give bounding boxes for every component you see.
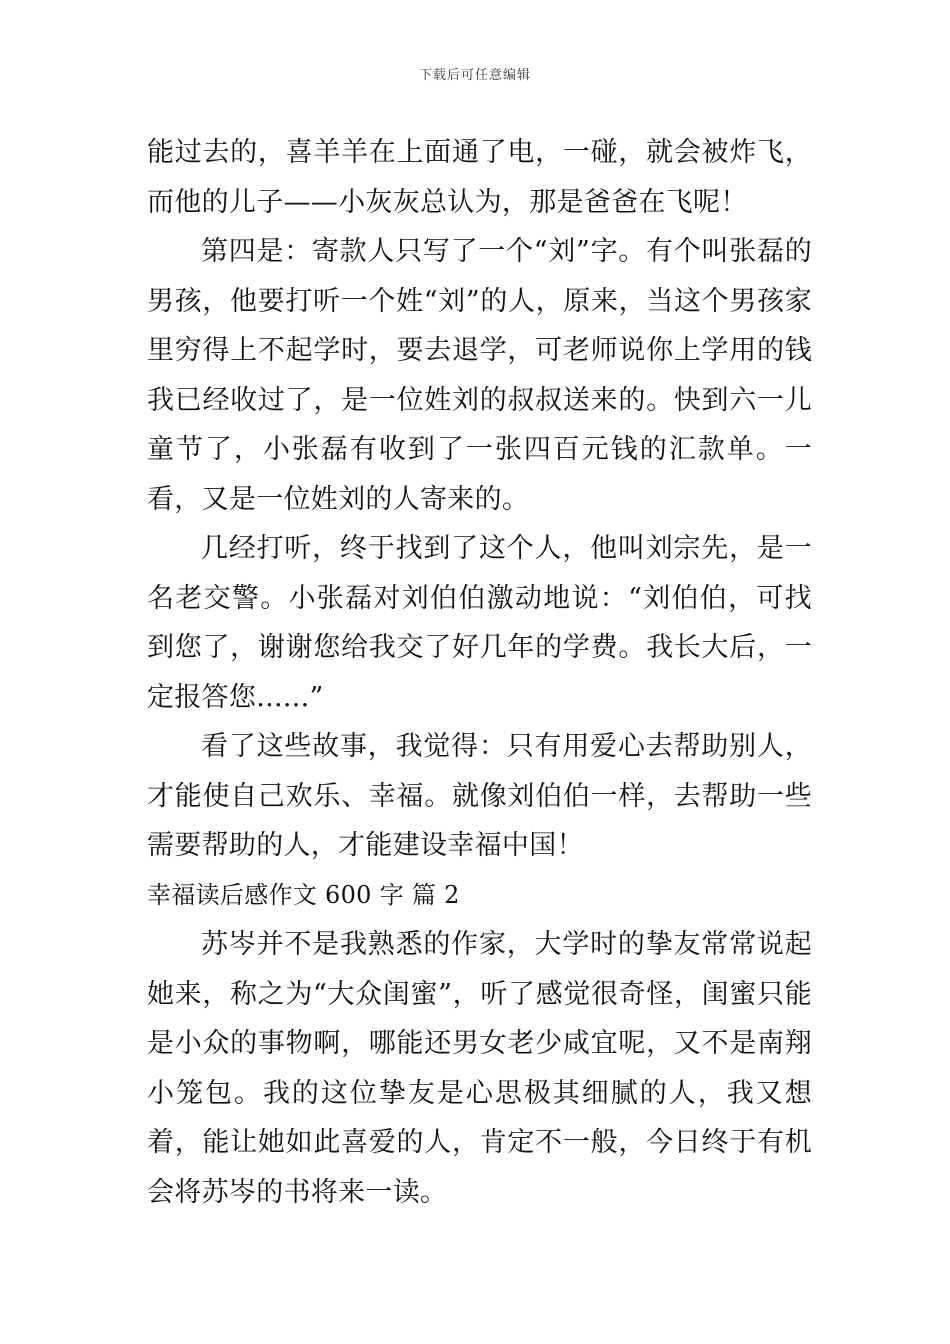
paragraph-found-person: 几经打听，终于找到了这个人，他叫刘宗先，是一名老交警。小张磊对刘伯伯激动地说：“刘伯伯，可找到您了，谢谢您给我交了好几年的学费。我长大后，一定报答您......” <box>147 533 812 713</box>
document-body <box>147 128 812 1217</box>
paragraph-section2-intro: 苏岑并不是我熟悉的作家，大学时的挚友常常说起她来，称之为“大众闺蜜”，听了感觉很奇怪，闺蜜只能是小众的事物啊，哪能还男女老少咸宜呢，又不是南翔小笼包。我的这位挚友是心思极其细腻的人，我又想着，能让她如此喜爱的人，肯定不一般，今日终于有机会将苏岑的书将来一读。 <box>147 929 812 1208</box>
paragraph-continued: 能过去的，喜羊羊在上面通了电，一碰，就会被炸飞，而他的儿子——小灰灰总认为，那是爸爸在飞呢！ <box>147 137 812 218</box>
paragraph-fourth-story: 第四是：寄款人只写了一个“刘”字。有个叫张磊的男孩，他要打听一个姓“刘”的人，原来，当这个男孩家里穷得上不起学时，要去退学，可老师说你上学用的钱我已经收过了，是一位姓刘的叔叔送来的。快到六一儿童节了，小张磊有收到了一张四百元钱的汇款单。一看，又是一位姓刘的人寄来的。 <box>147 236 812 515</box>
paragraph-reflection: 看了这些故事，我觉得：只有用爱心去帮助别人，才能使自己欢乐、幸福。就像刘伯伯一样，去帮助一些需要帮助的人，才能建设幸福中国！ <box>147 731 812 861</box>
page-header: 下载后可任意编辑 <box>418 68 531 83</box>
section-title: 幸福读后感作文 600 字 篇 2 <box>147 880 460 909</box>
